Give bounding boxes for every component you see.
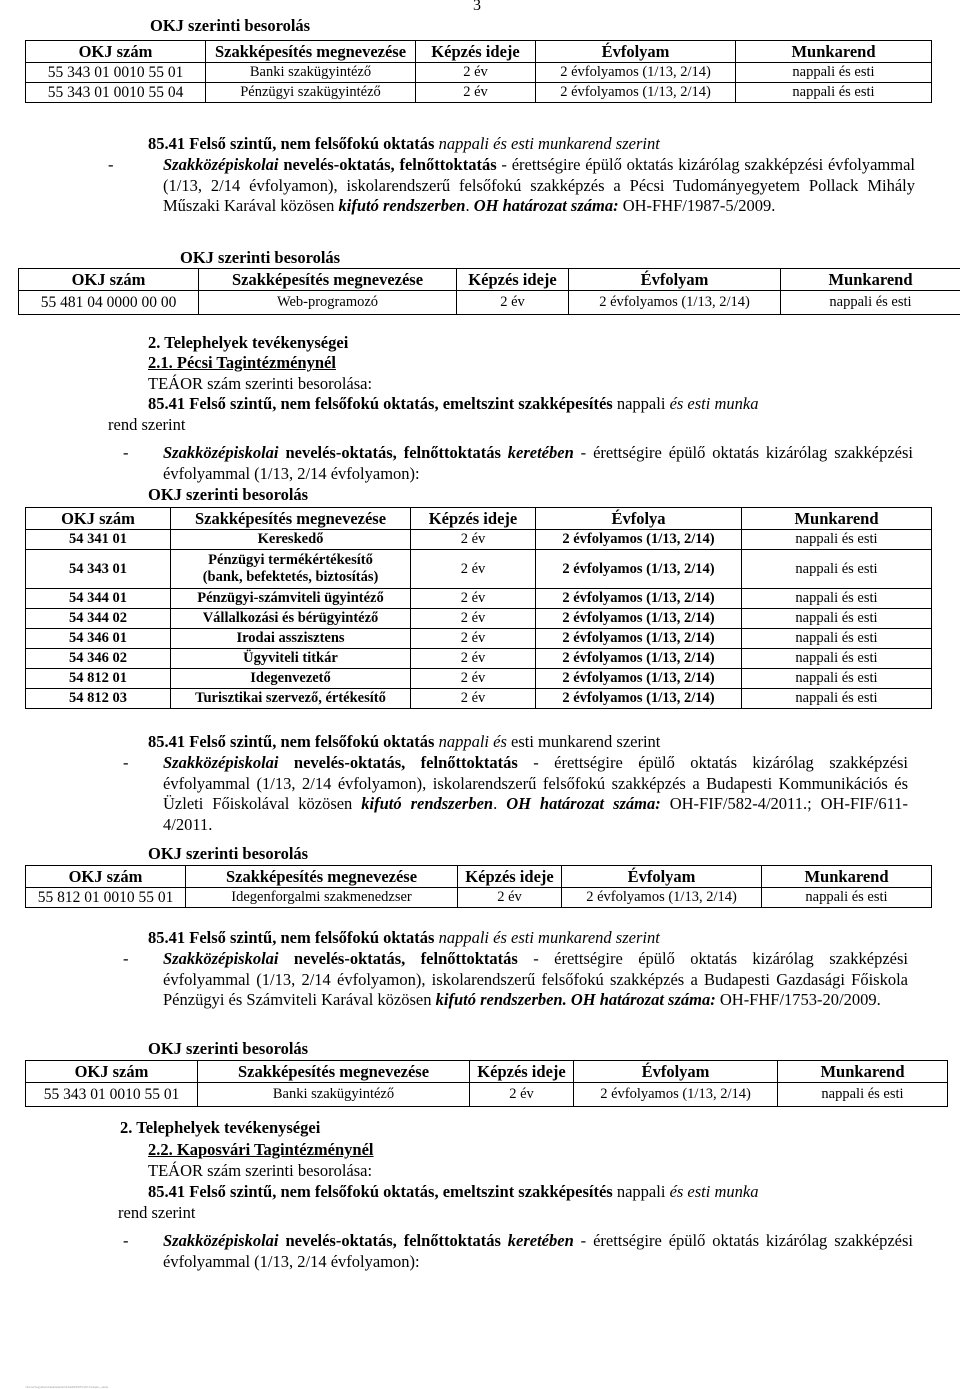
cell: Turisztikai szervező, értékesítő: [171, 689, 411, 709]
teaor-label: TEÁOR szám szerinti besorolása:: [148, 374, 373, 393]
cell: 2 évfolyamos (1/13, 2/14): [562, 888, 762, 908]
col-header: Képzés ideje: [470, 1061, 574, 1083]
cell: 2 év: [411, 629, 536, 649]
table-row: [26, 550, 932, 589]
col-header: OKJ szám: [26, 508, 171, 530]
col-header: OKJ szám: [19, 269, 199, 291]
cell: nappali és esti: [742, 689, 932, 709]
teaor-label-2: TEÁOR szám szerinti besorolása:: [148, 1161, 373, 1180]
dash: -: [123, 753, 129, 772]
dash: -: [108, 155, 114, 174]
cell: nappali és esti: [778, 1083, 948, 1107]
cell: 2 évfolyamos (1/13, 2/14): [536, 530, 742, 550]
cell: 54 344 01: [26, 589, 171, 609]
col-header: Szakképesítés megnevezése: [206, 41, 416, 63]
col-header: Szakképesítés megnevezése: [171, 508, 411, 530]
col-header: Évfolyam: [574, 1061, 778, 1083]
cell: nappali és esti: [742, 609, 932, 629]
block4-paragraph: Szakközépiskolai nevelés-oktatás, felnőttoktatás - érettségire épülő oktatás kizárólag szakképzési évfolyammal (1/13, 2/14 évfolyamon), iskolarendszerű felsőfokú szakképzés a Budapesti Gazdasági Főiskola Pénzügyi és Számviteli Karával közösen kifutó rendszerben. OH határozat száma: OH-FHF/1753-20/2009.: [163, 949, 908, 1009]
cell: 55 343 01 0010 55 04: [26, 83, 206, 103]
okj-heading-2: OKJ szerinti besorolás: [180, 248, 341, 267]
col-header: Munkarend: [762, 866, 932, 888]
footer-path: \\Server\Iugyintez\dokumentum\SZAKKEPZES\2013\Alapito_okirat: [25, 1385, 109, 1389]
block4-heading: 85.41 Felső szintű, nem felsőfokú oktatás nappali és esti munkarend szerint: [148, 928, 660, 947]
block3-heading: 85.41 Felső szintű, nem felsőfokú oktatás nappali és esti munkarend szerint: [148, 732, 661, 751]
table-row: [26, 63, 932, 83]
cell: 2 évfolyamos (1/13, 2/14): [536, 550, 742, 589]
cell: 2 év: [457, 291, 569, 315]
cell: 55 812 01 0010 55 01: [26, 888, 186, 908]
cell: nappali és esti: [736, 63, 932, 83]
dash: -: [123, 1231, 129, 1250]
table-row: [26, 689, 932, 709]
cell: 2 év: [411, 550, 536, 589]
cell: 2 év: [416, 63, 536, 83]
col-header: Szakképesítés megnevezése: [198, 1061, 470, 1083]
col-header: Munkarend: [736, 41, 932, 63]
table-header-row: [19, 269, 960, 291]
cell: Vállalkozási és bérügyintéző: [171, 609, 411, 629]
cell: nappali és esti: [736, 83, 932, 103]
okj-heading-4: OKJ szerinti besorolás: [148, 844, 309, 863]
page-number: 3: [473, 0, 481, 14]
col-header: Szakképesítés megnevezése: [199, 269, 457, 291]
cell: Idegenforgalmi szakmenedzser: [186, 888, 458, 908]
cell: nappali és esti: [762, 888, 932, 908]
cell: 2 év: [411, 689, 536, 709]
cell: 54 341 01: [26, 530, 171, 550]
col-header: OKJ szám: [26, 866, 186, 888]
table-row: [26, 589, 932, 609]
section-subtitle: 2.1. Pécsi Tagintézménynél: [148, 353, 336, 372]
cell: nappali és esti: [742, 649, 932, 669]
cell: Kereskedő: [171, 530, 411, 550]
section2b-heading: 85.41 Felső szintű, nem felsőfokú oktatás, emeltszint szakképesítés nappali és esti munka: [148, 1182, 759, 1201]
cell: 2 év: [416, 83, 536, 103]
table-row: [26, 530, 932, 550]
section2-paragraph: Szakközépiskolai nevelés-oktatás, felnőttoktatás keretében - érettségire épülő oktatás kizárólag szakképzési évfolyammal (1/13, 2/14 évfolyamon):: [163, 443, 913, 483]
table-row: [19, 291, 960, 315]
table-row: [26, 888, 932, 908]
cell: 2 évfolyamos (1/13, 2/14): [536, 83, 736, 103]
section2b-paragraph: Szakközépiskolai nevelés-oktatás, felnőttoktatás keretében - érettségire épülő oktatás kizárólag szakképzési évfolyammal (1/13, 2/14 évfolyamon):: [163, 1231, 913, 1271]
okj-table-5: [25, 1060, 948, 1107]
cell: 2 év: [411, 530, 536, 550]
table-header-row: [26, 866, 932, 888]
section2-heading: 85.41 Felső szintű, nem felsőfokú oktatás, emeltszint szakképesítés nappali és esti munka: [148, 394, 759, 413]
cell: 2 évfolyamos (1/13, 2/14): [536, 629, 742, 649]
section-title: 2. Telephelyek tevékenységei: [148, 333, 349, 352]
dash: -: [123, 949, 129, 968]
cell: Pénzügyi-számviteli ügyintéző: [171, 589, 411, 609]
cell: 54 343 01: [26, 550, 171, 589]
okj-heading-3: OKJ szerinti besorolás: [148, 485, 309, 504]
cell: 2 évfolyamos (1/13, 2/14): [536, 689, 742, 709]
cell: Idegenvezető: [171, 669, 411, 689]
table-row: [26, 669, 932, 689]
col-header: Képzés ideje: [457, 269, 569, 291]
cell: 2 évfolyamos (1/13, 2/14): [536, 609, 742, 629]
cell: Pénzügyi szakügyintéző: [206, 83, 416, 103]
cell: nappali és esti: [742, 550, 932, 589]
col-header: Képzés ideje: [411, 508, 536, 530]
okj-table-4: [25, 865, 932, 908]
cell: 54 812 03: [26, 689, 171, 709]
cell: 2 évfolyamos (1/13, 2/14): [536, 649, 742, 669]
cell: 2 év: [470, 1083, 574, 1107]
table-header-row: [26, 1061, 948, 1083]
cell: Web-programozó: [199, 291, 457, 315]
cell: 2 évfolyamos (1/13, 2/14): [574, 1083, 778, 1107]
col-header: OKJ szám: [26, 41, 206, 63]
okj-table-2: [18, 268, 960, 315]
cell: 2 évfolyamos (1/13, 2/14): [536, 589, 742, 609]
col-header: Munkarend: [742, 508, 932, 530]
table-row: [26, 83, 932, 103]
table-row: [26, 629, 932, 649]
cell: 2 év: [458, 888, 562, 908]
col-header: Évfolya: [536, 508, 742, 530]
block3-paragraph: Szakközépiskolai nevelés-oktatás, felnőttoktatás - érettségire épülő oktatás kizárólag szakképzési évfolyammal (1/13, 2/14 évfolyamon), iskolarendszerű felsőfokú szakképzés a Budapesti Kommunikációs és Üzleti Főiskolával közösen kifutó rendszerben. OH határozat száma: OH-FIF/582-4/2011.; OH-FIF/611-4/2011.: [163, 753, 909, 834]
okj-heading-1: OKJ szerinti besorolás: [150, 16, 311, 35]
table-row: [26, 649, 932, 669]
cell: nappali és esti: [742, 530, 932, 550]
cell: 54 346 01: [26, 629, 171, 649]
cell: nappali és esti: [742, 589, 932, 609]
cell: 55 343 01 0010 55 01: [26, 63, 206, 83]
section2-heading-cont: rend szerint: [108, 415, 186, 434]
cell: nappali és esti: [742, 629, 932, 649]
cell: Banki szakügyintéző: [198, 1083, 470, 1107]
col-header: Munkarend: [781, 269, 960, 291]
cell: 2 év: [411, 609, 536, 629]
block1-heading: 85.41 Felső szintű, nem felsőfokú oktatás nappali és esti munkarend szerint: [148, 134, 660, 153]
table-row: [26, 1083, 948, 1107]
cell: 2 évfolyamos (1/13, 2/14): [569, 291, 781, 315]
okj-table-1: [25, 40, 932, 103]
cell: 2 év: [411, 669, 536, 689]
cell: 55 481 04 0000 00 00: [19, 291, 199, 315]
cell: 55 343 01 0010 55 01: [26, 1083, 198, 1107]
cell: nappali és esti: [781, 291, 960, 315]
col-header: Szakképesítés megnevezése: [186, 866, 458, 888]
cell: 54 346 02: [26, 649, 171, 669]
table-row: [26, 609, 932, 629]
cell: Pénzügyi termékértékesítő (bank, befektetés, biztosítás): [171, 550, 411, 589]
cell: 2 évfolyamos (1/13, 2/14): [536, 669, 742, 689]
cell: 2 év: [411, 589, 536, 609]
cell: Ügyviteli titkár: [171, 649, 411, 669]
col-header: OKJ szám: [26, 1061, 198, 1083]
section-title-2: 2. Telephelyek tevékenységei: [120, 1118, 321, 1137]
dash: -: [123, 443, 129, 462]
section-subtitle-2: 2.2. Kaposvári Tagintézménynél: [148, 1140, 374, 1159]
table-header-row: [26, 41, 932, 63]
table-header-row: [26, 508, 932, 530]
cell: 2 évfolyamos (1/13, 2/14): [536, 63, 736, 83]
okj-heading-5: OKJ szerinti besorolás: [148, 1039, 309, 1058]
col-header: Évfolyam: [569, 269, 781, 291]
col-header: Képzés ideje: [416, 41, 536, 63]
section2b-heading-cont: rend szerint: [118, 1203, 196, 1222]
cell: Banki szakügyintéző: [206, 63, 416, 83]
okj-table-3: [25, 507, 932, 709]
cell: nappali és esti: [742, 669, 932, 689]
cell: 54 812 01: [26, 669, 171, 689]
col-header: Képzés ideje: [458, 866, 562, 888]
cell: 54 344 02: [26, 609, 171, 629]
cell: Irodai asszisztens: [171, 629, 411, 649]
col-header: Évfolyam: [536, 41, 736, 63]
col-header: Munkarend: [778, 1061, 948, 1083]
col-header: Évfolyam: [562, 866, 762, 888]
block1-paragraph: Szakközépiskolai nevelés-oktatás, felnőttoktatás - érettségire épülő oktatás kizárólag szakképzési évfolyammal (1/13, 2/14 évfolyamon), iskolarendszerű felsőfokú szakképzés a Pécsi Tudományegyetem Pollack Mihály Műszaki Karával közösen kifutó rendszerben. OH határozat száma: OH-FHF/1987-5/2009.: [163, 155, 916, 215]
cell: 2 év: [411, 649, 536, 669]
